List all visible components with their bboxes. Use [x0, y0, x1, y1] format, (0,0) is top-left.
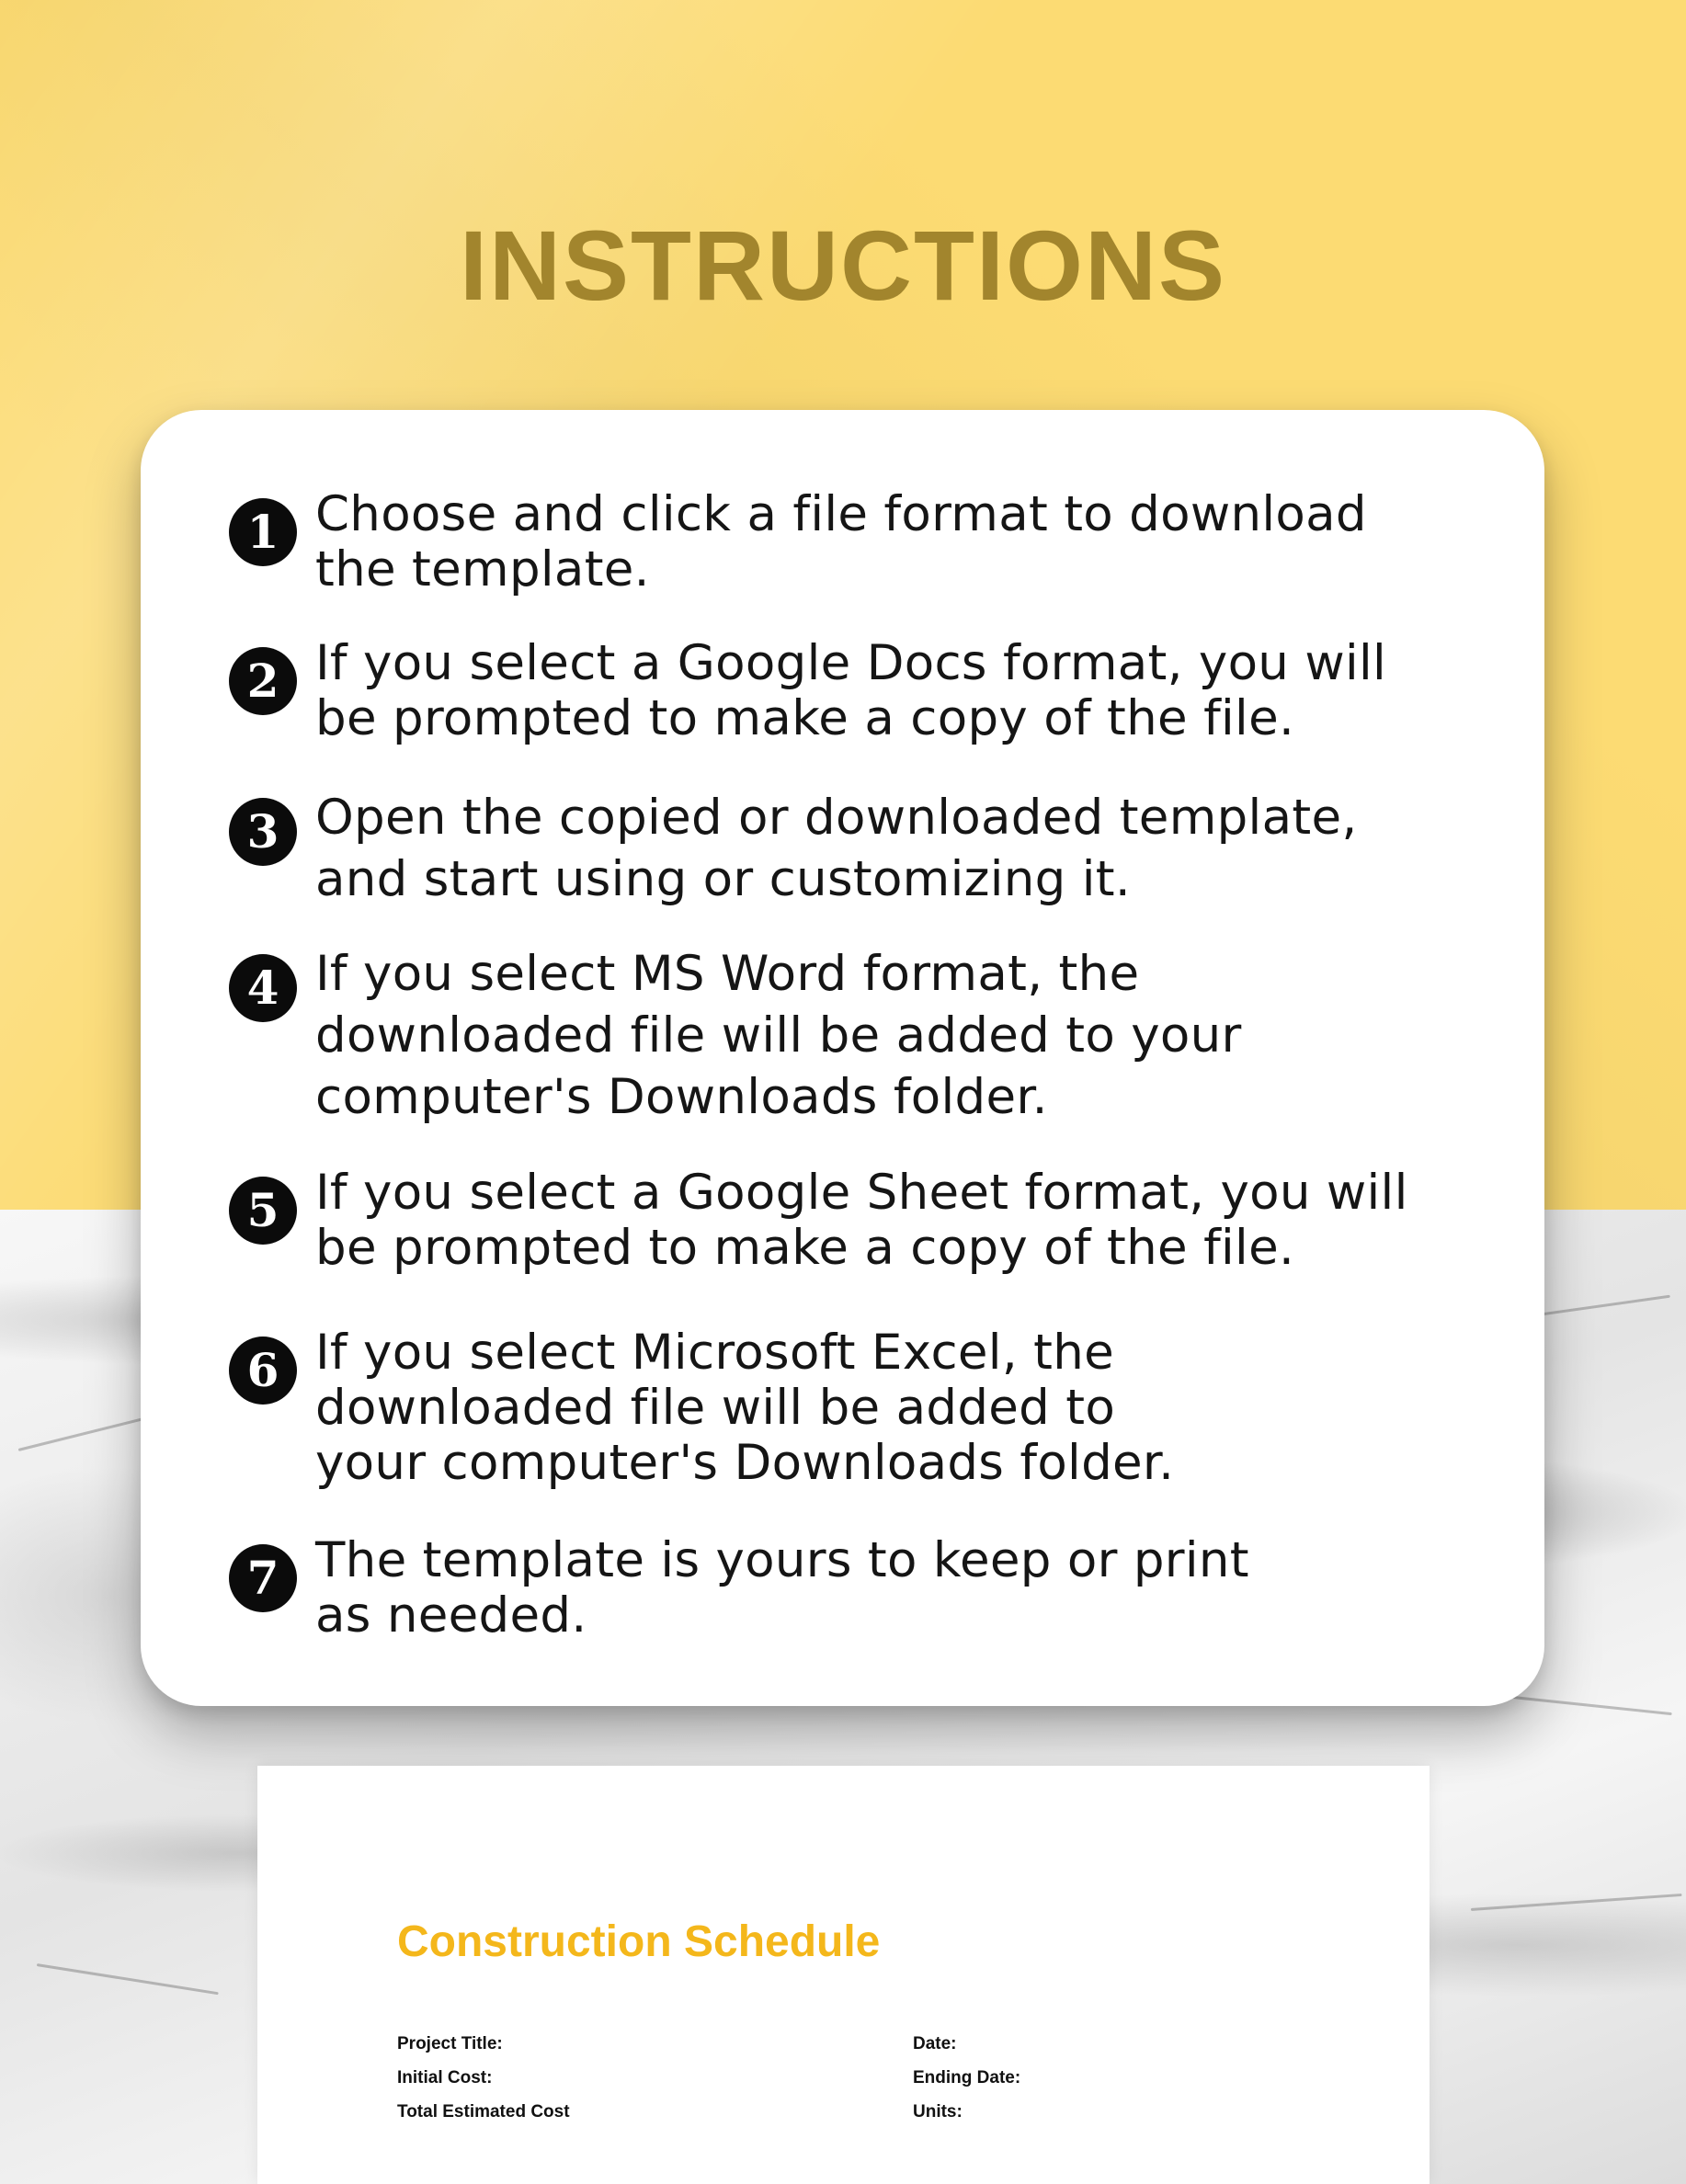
step-text: The template is yours to keep or print as needed.	[315, 1532, 1249, 1644]
step-number-badge: 4	[229, 954, 297, 1022]
step-text: If you select MS Word format, the downloaded file will be added to your computer's Downloads folder.	[315, 946, 1242, 1125]
step-text: Choose and click a file format to download the template.	[315, 486, 1367, 597]
page-title: INSTRUCTIONS	[460, 210, 1226, 321]
step-1	[229, 487, 1367, 597]
step-text: If you select a Google Docs format, you will be prompted to make a copy of the file.	[315, 635, 1387, 746]
step-4	[229, 943, 1242, 1128]
step-3	[229, 787, 1358, 910]
marble-vein	[1471, 1894, 1682, 1911]
step-text: If you select a Google Sheet format, you will be prompted to make a copy of the file.	[315, 1165, 1408, 1276]
field-ending-date: Ending Date:	[913, 2068, 1021, 2087]
step-number-badge: 5	[229, 1177, 297, 1245]
step-number-badge: 3	[229, 798, 297, 866]
preview-title: Construction Schedule	[397, 1917, 881, 1966]
step-number-badge: 1	[229, 498, 297, 566]
step-6	[229, 1325, 1174, 1491]
step-text: Open the copied or downloaded template, and start using or customizing it.	[315, 790, 1358, 907]
marble-vein	[37, 1963, 219, 1995]
step-text: If you select Microsoft Excel, the downloaded file will be added to your computer's Downloads folder.	[315, 1325, 1175, 1491]
step-2	[229, 636, 1386, 746]
step-7	[229, 1533, 1249, 1644]
field-initial-cost: Initial Cost:	[397, 2068, 493, 2087]
field-total-estimated-cost: Total Estimated Cost	[397, 2102, 570, 2121]
step-number-badge: 2	[229, 647, 297, 715]
step-5	[229, 1166, 1408, 1276]
field-date: Date:	[913, 2034, 957, 2053]
field-units: Units:	[913, 2102, 963, 2121]
instructions-card	[141, 410, 1544, 1706]
step-number-badge: 6	[229, 1337, 297, 1405]
template-preview-page	[257, 1766, 1430, 2184]
field-project-title: Project Title:	[397, 2034, 503, 2053]
step-number-badge: 7	[229, 1544, 297, 1612]
